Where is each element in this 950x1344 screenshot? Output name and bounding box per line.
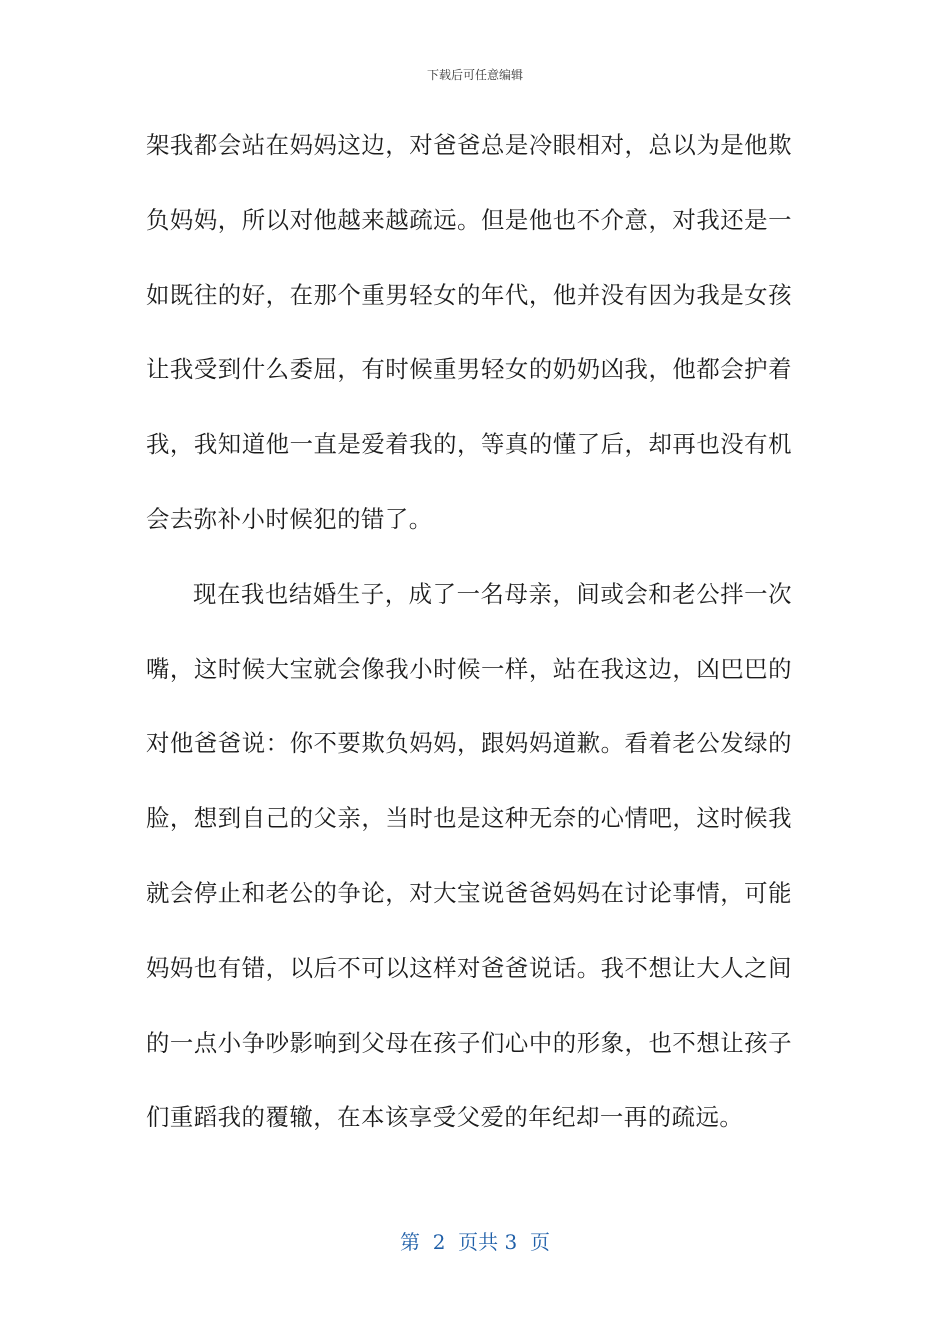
text-line: 负妈妈，所以对他越来越疏远。但是他也不介意，对我还是一 [146, 205, 792, 234]
text-line: 现在我也结婚生子，成了一名母亲，间或会和老公拌一次 [193, 579, 792, 608]
text-line: 们重蹈我的覆辙，在本该享受父爱的年纪却一再的疏远。 [146, 1103, 744, 1132]
text-line: 的一点小争吵影响到父母在孩子们心中的形象，也不想让孩子 [146, 1028, 792, 1057]
text-line: 嘴，这时候大宝就会像我小时候一样，站在我这边，凶巴巴的 [146, 654, 792, 683]
text-line: 会去弥补小时候犯的错了。 [146, 504, 433, 533]
text-line: 让我受到什么委屈，有时候重男轻女的奶奶凶我，他都会护着 [146, 355, 792, 384]
text-line: 我，我知道他一直是爱着我的，等真的懂了后，却再也没有机 [146, 430, 792, 459]
text-line: 如既往的好，在那个重男轻女的年代，他并没有因为我是女孩 [146, 280, 792, 309]
text-line: 架我都会站在妈妈这边，对爸爸总是冷眼相对，总以为是他欺 [146, 131, 792, 159]
document-body [146, 118, 792, 1165]
page-number-footer: 第 2 页共 3 页 [400, 1230, 550, 1254]
text-line: 脸，想到自己的父亲，当时也是这种无奈的心情吧，这时候我 [146, 804, 792, 833]
page-header: 下载后可任意编辑 [426, 68, 523, 82]
text-line: 对他爸爸说：你不要欺负妈妈，跟妈妈道歉。看着老公发绿的 [146, 729, 792, 758]
text-line: 就会停止和老公的争论，对大宝说爸爸妈妈在讨论事情，可能 [146, 878, 792, 907]
text-line: 妈妈也有错，以后不可以这样对爸爸说话。我不想让大人之间 [146, 953, 792, 982]
